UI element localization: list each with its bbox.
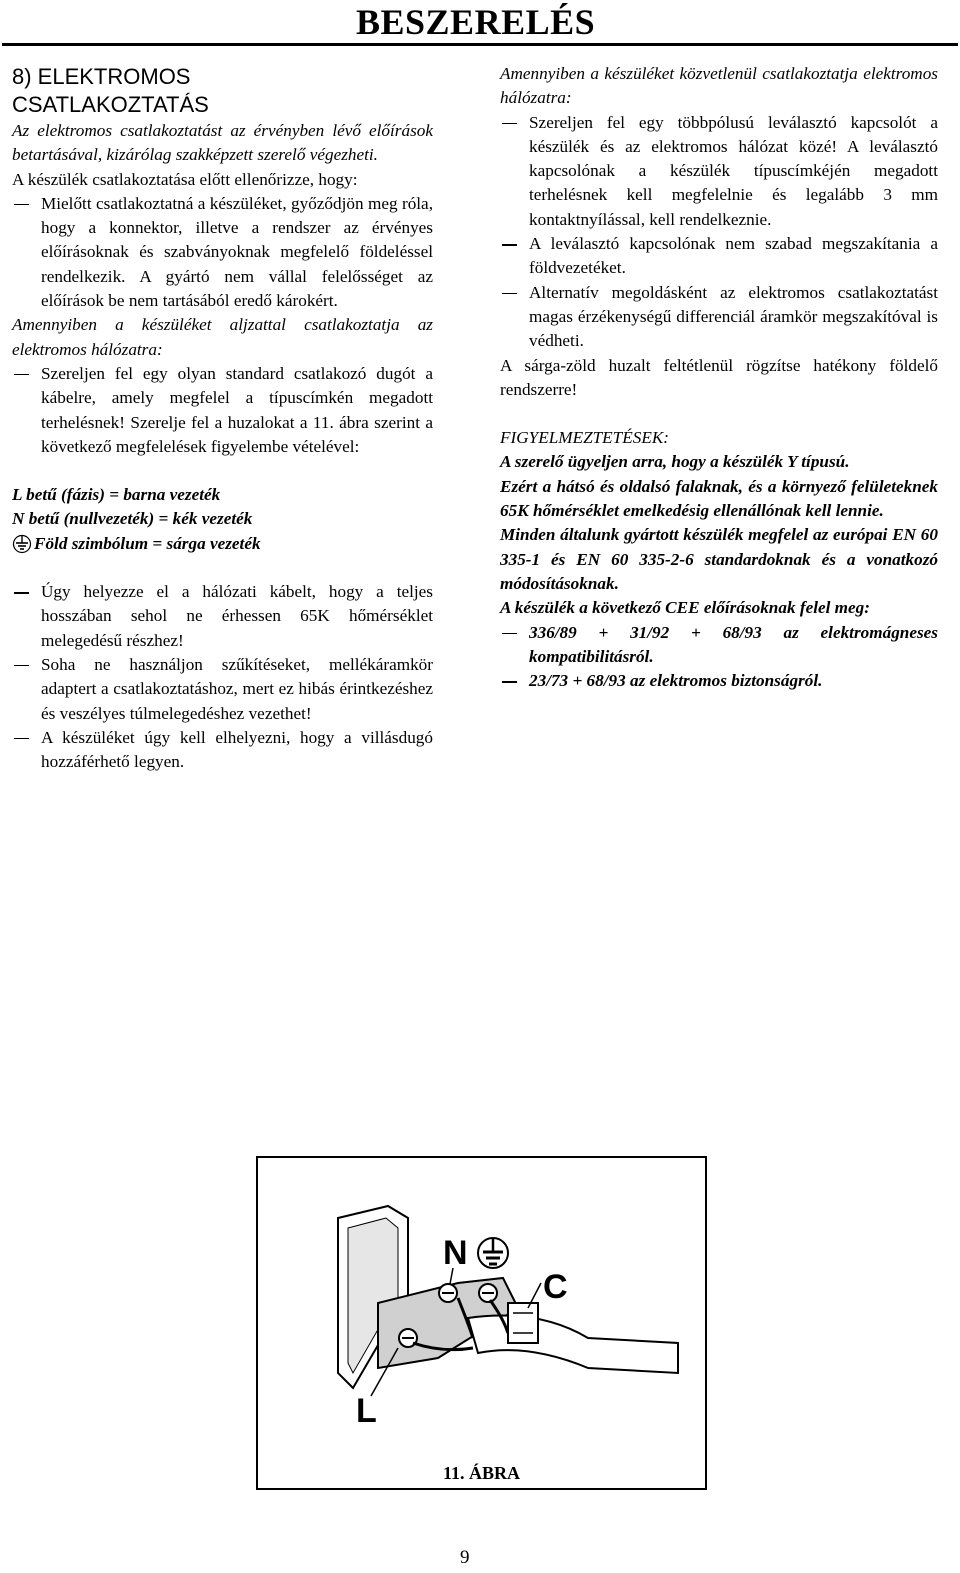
direct-item: A leválasztó kapcsolónak nem szabad megszakítania a földvezetéket.	[500, 232, 938, 281]
cee-item: 336/89 + 31/92 + 68/93 az elektromágneses kompatibilitásról.	[500, 621, 938, 670]
check-intro: A készülék csatlakoztatása előtt ellenőrizze, hogy:	[12, 169, 358, 189]
warning-2: Ezért a hátsó és oldalsó falaknak, és a környező felületeknek 65K hőmérséklet emelkedésig ellenállónak kell lennie.	[500, 476, 938, 521]
socket-list	[12, 362, 433, 459]
label-l: L	[356, 1392, 377, 1430]
final-item: A készüléket úgy kell elhelyezni, hogy a villásdugó hozzáférhető legyen.	[12, 726, 433, 775]
warning-1: A szerelő ügyeljen arra, hogy a készülék Y típusú.	[500, 452, 850, 472]
label-c: C	[543, 1268, 568, 1306]
left-column	[12, 62, 433, 774]
direct-item: Szereljen fel egy többpólusú leválasztó kapcsolót a készülék és az elektromos hálózat közé! A leválasztó kapcsolónak a készülék típuscímkéjén megadott terhelésnek kell megfelelnie és legalább 3 mm kontaktnyílással, kell rendelkeznie.	[500, 111, 938, 232]
earth-ground-icon	[12, 534, 32, 554]
right-column	[500, 62, 938, 693]
terminal-block-illustration	[258, 1158, 705, 1458]
warning-4: A készülék a következő CEE előírásoknak felel meg:	[500, 598, 870, 618]
final-list	[12, 580, 433, 774]
page-number: 9	[460, 1547, 470, 1568]
direct-list	[500, 111, 938, 354]
socket-heading: Amennyiben a készüléket aljzattal csatlakoztatja az elektromos hálózatra:	[12, 315, 433, 359]
cee-item: 23/73 + 68/93 az elektromos biztonságról.	[500, 669, 938, 693]
final-item: Soha ne használjon szűkítéseket, mellékáramkör adaptert a csatlakoztatáshoz, mert ez hibás érintkezéshez és veszélyes túlmelegedéshez vezethet!	[12, 653, 433, 726]
figure-caption: 11. ÁBRA	[442, 1463, 520, 1483]
figure-11	[256, 1156, 707, 1490]
cee-list	[500, 621, 938, 694]
earth-note: A sárga-zöld huzalt feltétlenül rögzítse hatékony földelő rendszerre!	[500, 355, 938, 399]
socket-item: Szereljen fel egy olyan standard csatlakozó dugót a kábelre, amely megfelel a típuscímkén megadott terhelésnek! Szerelje fel a huzalokat a 11. ábra szerint a következő megfelelések figyelembe vételével:	[12, 362, 433, 459]
direct-item: Alternatív megoldásként az elektromos csatlakoztatást magas érzékenységű differenciál áramkör megszakítóval is védheti.	[500, 281, 938, 354]
header-rule	[2, 43, 958, 46]
check-item: Mielőtt csatlakoztatná a készüléket, győződjön meg róla, hogy a konnektor, illetve a rendszer az érvényes előírásoknak és szabványoknak megfelelő földeléssel rendelkezik. A gyártó nem vállal felelősséget az előírások be nem tartásából eredő károkért.	[12, 192, 433, 313]
wire-earth: Föld szimbólum = sárga vezeték	[34, 533, 261, 553]
wire-l: L betű (fázis) = barna vezeték	[12, 485, 221, 505]
label-n: N	[443, 1234, 468, 1272]
intro-italic: Az elektromos csatlakoztatást az érvényben lévő előírások betartásával, kizárólag szakképzett szerelő végezheti.	[12, 121, 433, 165]
wire-earth-line	[12, 532, 433, 556]
earth-ground-icon	[478, 1238, 508, 1268]
section-title: 8) ELEKTROMOS CSATLAKOZTATÁS	[12, 64, 209, 117]
page-title: BESZERELÉS	[356, 2, 596, 42]
page-header	[0, 0, 960, 46]
direct-heading: Amennyiben a készüléket közvetlenül csatlakoztatja elektromos hálózatra:	[500, 64, 938, 108]
final-item: Úgy helyezze el a hálózati kábelt, hogy a teljes hosszában sehol ne érhessen 65K hőmérséklet melegedésű részhez!	[12, 580, 433, 653]
warning-3: Minden általunk gyártott készülék megfelel az európai EN 60 335-1 és EN 60 335-2-6 standardoknak és a vonatkozó módosításoknak.	[500, 525, 938, 593]
warnings-title: FIGYELMEZTETÉSEK:	[500, 428, 670, 448]
check-list	[12, 192, 433, 313]
wire-n: N betű (nullvezeték) = kék vezeték	[12, 509, 253, 529]
